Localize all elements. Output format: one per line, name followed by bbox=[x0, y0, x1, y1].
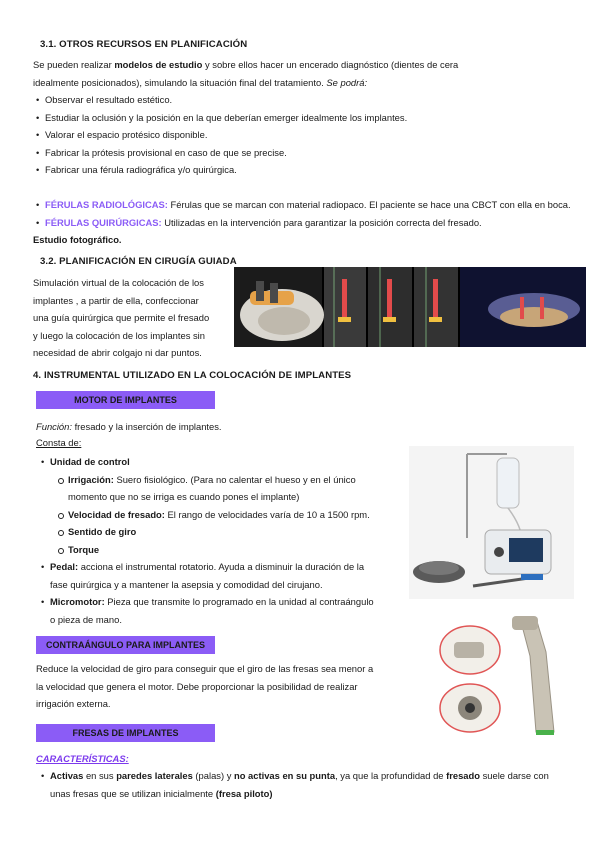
list-item: • Valorar el espacio protésico disponible. bbox=[33, 126, 533, 144]
list-item bbox=[56, 471, 398, 506]
fresas-heading-box: FRESAS DE IMPLANTES bbox=[36, 724, 215, 742]
sub-label: Irrigación: bbox=[68, 473, 114, 485]
list-item bbox=[33, 196, 598, 214]
guided-surgery-image bbox=[234, 267, 586, 347]
ferula-label: FÉRULAS QUIRÚRGICAS: bbox=[45, 216, 162, 228]
list-item bbox=[38, 767, 593, 802]
section-4-heading: 4. INSTRUMENTAL UTILIZADO EN LA COLOCACIÓN DE IMPLANTES bbox=[33, 370, 352, 381]
pedal-label: Pedal: bbox=[50, 561, 79, 572]
text-line: implantes , a partir de ella, confeccionar bbox=[33, 294, 199, 306]
micro-text-2: o pieza de mano. bbox=[50, 613, 122, 625]
text-3: , ya que la profundidad de bbox=[335, 770, 447, 781]
text-line: necesidad de abrir colgajo ni dar puntos. bbox=[33, 347, 202, 358]
list-item bbox=[38, 453, 398, 558]
list-item bbox=[38, 558, 398, 593]
unidad-sublist bbox=[56, 471, 398, 559]
text-2: (palas) y bbox=[192, 770, 234, 781]
caracteristicas-label: CARACTERÍSTICAS: bbox=[36, 753, 129, 764]
ferulas-list bbox=[33, 196, 598, 231]
ferula-text: Férulas que se marcan con material radiopaco. El paciente se hace una CBCT con ella en boca. bbox=[167, 199, 571, 210]
pedal-text: acciona el instrumental rotatorio. Ayuda a disminuir la duración de la bbox=[78, 561, 365, 572]
micro-label: Micromotor: bbox=[50, 596, 105, 607]
implant-motor-image bbox=[409, 446, 574, 599]
list-item: • Observar el resultado estético. bbox=[33, 91, 533, 109]
text-4: suele darse con bbox=[479, 770, 549, 781]
list-item bbox=[56, 523, 398, 541]
text-line: y luego la colocación de los implantes sin bbox=[33, 329, 205, 341]
list-item bbox=[56, 541, 398, 559]
sub-label: Velocidad de fresado: bbox=[68, 508, 165, 520]
bold-2: paredes laterales bbox=[116, 770, 193, 781]
sub-text: Suero fisiológico. (Para no calentar el hueso y en el único bbox=[113, 473, 356, 485]
sub-label: Torque bbox=[68, 543, 100, 555]
list-item: • Fabricar la prótesis provisional en caso de que se precise. bbox=[33, 144, 533, 162]
contra-angle-illustration bbox=[436, 612, 576, 740]
text-line: Reduce la velocidad de giro para conseguir que el giro de las fresas sea menor a bbox=[36, 663, 374, 674]
pedal-text-2: fase quirúrgica y a mantener la asepsia y comodidad del cirujano. bbox=[50, 578, 323, 590]
contra-angle-image bbox=[436, 612, 576, 740]
contra-heading-box: CONTRAÁNGULO PARA IMPLANTES bbox=[36, 636, 215, 654]
bold-5: (fresa piloto) bbox=[215, 787, 273, 799]
intro-text-2: y sobre ellos hacer un encerado diagnóstico (dientes de cera bbox=[202, 59, 459, 70]
motor-heading-box: MOTOR DE IMPLANTES bbox=[36, 391, 215, 409]
micro-text: Pieza que transmite lo programado en la unidad al contraángulo bbox=[104, 596, 374, 607]
implant-motor-illustration bbox=[409, 446, 574, 599]
planning-list bbox=[33, 91, 533, 179]
section-3-1-heading: 3.1. OTROS RECURSOS EN PLANIFICACIÓN bbox=[40, 39, 248, 50]
ferula-label: FÉRULAS RADIOLÓGICAS: bbox=[45, 199, 168, 210]
bold-4: fresado bbox=[446, 770, 480, 781]
ferula-text: Utilizadas en la intervención para garantizar la posición correcta del fresado. bbox=[161, 216, 482, 228]
intro-line-2: idealmente posicionados), simulando la situación final del tratamiento. bbox=[33, 76, 327, 88]
motor-funcion bbox=[36, 418, 222, 436]
contra-text bbox=[36, 660, 416, 713]
list-item: • Fabricar una férula radiográfica y/o quirúrgica. bbox=[33, 161, 533, 179]
list-item bbox=[38, 593, 398, 628]
text-line: una guía quirúrgica que permite el fresado bbox=[33, 312, 210, 323]
funcion-text: fresado y la inserción de implantes. bbox=[71, 421, 222, 432]
sub-text: El rango de velocidades varía de 10 a 1500 rpm. bbox=[164, 508, 370, 520]
sub-text-2: momento que no se irriga es cuando pones el implante) bbox=[68, 491, 300, 502]
text-line: Simulación virtual de la colocación de los bbox=[33, 277, 204, 288]
fresas-list bbox=[38, 767, 593, 802]
section-3-2-text bbox=[33, 274, 238, 362]
sub-label: Sentido de giro bbox=[68, 526, 137, 537]
text-5: unas fresas que se utilizan inicialmente bbox=[50, 787, 216, 799]
list-item bbox=[33, 214, 598, 232]
text-line: irrigación externa. bbox=[36, 698, 111, 709]
bold-3: no activas en su punta bbox=[234, 770, 336, 781]
text-1: en sus bbox=[83, 770, 117, 781]
list-item bbox=[56, 506, 398, 524]
section-3-2-heading: 3.2. PLANIFICACIÓN EN CIRUGÍA GUIADA bbox=[40, 256, 237, 267]
estudio-fotografico: Estudio fotográfico. bbox=[33, 234, 122, 245]
consta-de: Consta de: bbox=[36, 437, 82, 448]
intro-text: Se pueden realizar bbox=[33, 59, 115, 70]
bold-1: Activas bbox=[50, 770, 84, 781]
text-line: la velocidad que genera el motor. Debe proporcionar la posibilidad de realizar bbox=[36, 680, 358, 692]
funcion-label: Función: bbox=[36, 421, 72, 432]
unidad-label: Unidad de control bbox=[50, 456, 130, 467]
list-item: • Estudiar la oclusión y la posición en la que deberían emerger idealmente los implantes. bbox=[33, 109, 533, 127]
motor-components-list bbox=[38, 453, 398, 628]
intro-bold: modelos de estudio bbox=[114, 59, 203, 70]
intro-italic: Se podrá: bbox=[326, 76, 368, 88]
guided-surgery-illustration bbox=[234, 267, 586, 347]
section-3-1-intro bbox=[33, 56, 503, 91]
